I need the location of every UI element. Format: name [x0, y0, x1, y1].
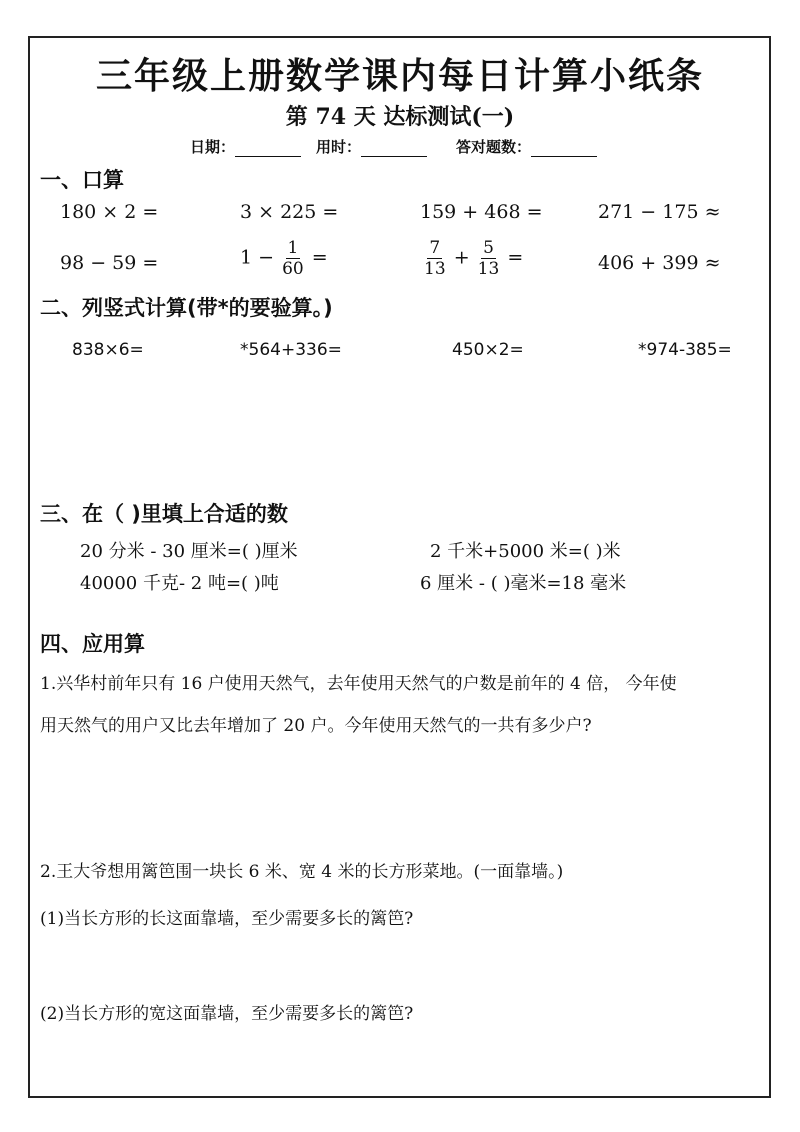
oral-calc-item: 271 − 175 ≈ [598, 201, 721, 223]
oral-calc-item: 406 + 399 ≈ [598, 252, 721, 274]
problem1-line2: 用天然气的用户又比去年增加了 20 户。今年使用天然气的一共有多少户? [40, 716, 592, 736]
vertical-calc-item: *974-385= [638, 340, 732, 360]
problem2-text: 2.王大爷想用篱笆围一块长 6 米、宽 4 米的长方形菜地。(一面靠墙。) [40, 862, 564, 882]
fill-blank-item: 40000 千克- 2 吨=( )吨 [80, 573, 279, 594]
fraction [280, 238, 306, 279]
fraction [476, 238, 502, 279]
correct-blank[interactable] [531, 142, 597, 157]
section1-heading: 一、口算 [40, 168, 124, 192]
date-blank[interactable] [235, 142, 301, 157]
denominator: 13 [477, 259, 500, 279]
numerator: 1 [287, 238, 299, 258]
date-label: 日期： [190, 138, 236, 156]
page-subtitle: 第 74 天 达标测试(一) [285, 104, 515, 130]
whole-number: 1 − [240, 246, 275, 269]
oral-calc-item: 98 − 59 = [60, 252, 159, 274]
problem2-question1: (1)当长方形的长这面靠墙，至少需要多长的篱笆? [40, 909, 414, 929]
time-blank[interactable] [361, 142, 427, 157]
worksheet-border [28, 36, 771, 1098]
fill-blank-item: 6 厘米 - ( )毫米=18 毫米 [420, 573, 627, 594]
oral-calc-fraction-item [422, 238, 523, 279]
oral-calc-item: 180 × 2 = [60, 201, 159, 223]
denominator: 60 [282, 259, 304, 279]
time-field [316, 136, 427, 157]
equals-sign: = [311, 246, 328, 269]
plus-sign: + [453, 246, 470, 269]
correct-field [456, 136, 597, 157]
fill-blank-item: 2 千米+5000 米=( )米 [430, 541, 621, 562]
equals-sign: = [507, 246, 524, 269]
section2-heading: 二、列竖式计算(带*的要验算。) [40, 296, 333, 320]
oral-calc-item: 3 × 225 = [240, 201, 339, 223]
fraction [422, 238, 448, 279]
section3-heading: 三、在（ )里填上合适的数 [40, 502, 288, 526]
oral-calc-item: 159 + 468 = [420, 201, 543, 223]
correct-label: 答对题数： [456, 138, 532, 156]
numerator: 5 [483, 238, 494, 258]
problem1-line1: 1.兴华村前年只有 16 户使用天然气，去年使用天然气的户数是前年的 4 倍， 今年使 [40, 674, 677, 694]
oral-calc-fraction-item [240, 238, 328, 279]
fill-blank-item: 20 分米 - 30 厘米=( )厘米 [80, 541, 298, 562]
date-field [190, 136, 301, 157]
page-title: 三年级上册数学课内每日计算小纸条 [95, 56, 704, 97]
problem2-question2: (2)当长方形的宽这面靠墙，至少需要多长的篱笆? [40, 1004, 414, 1024]
vertical-calc-item: 450×2= [452, 340, 524, 360]
vertical-calc-item: *564+336= [240, 340, 342, 360]
section4-heading: 四、应用算 [40, 632, 145, 656]
vertical-calc-item: 838×6= [72, 340, 144, 360]
denominator: 13 [424, 259, 446, 279]
numerator: 7 [429, 238, 441, 258]
time-label: 用时： [316, 138, 362, 156]
